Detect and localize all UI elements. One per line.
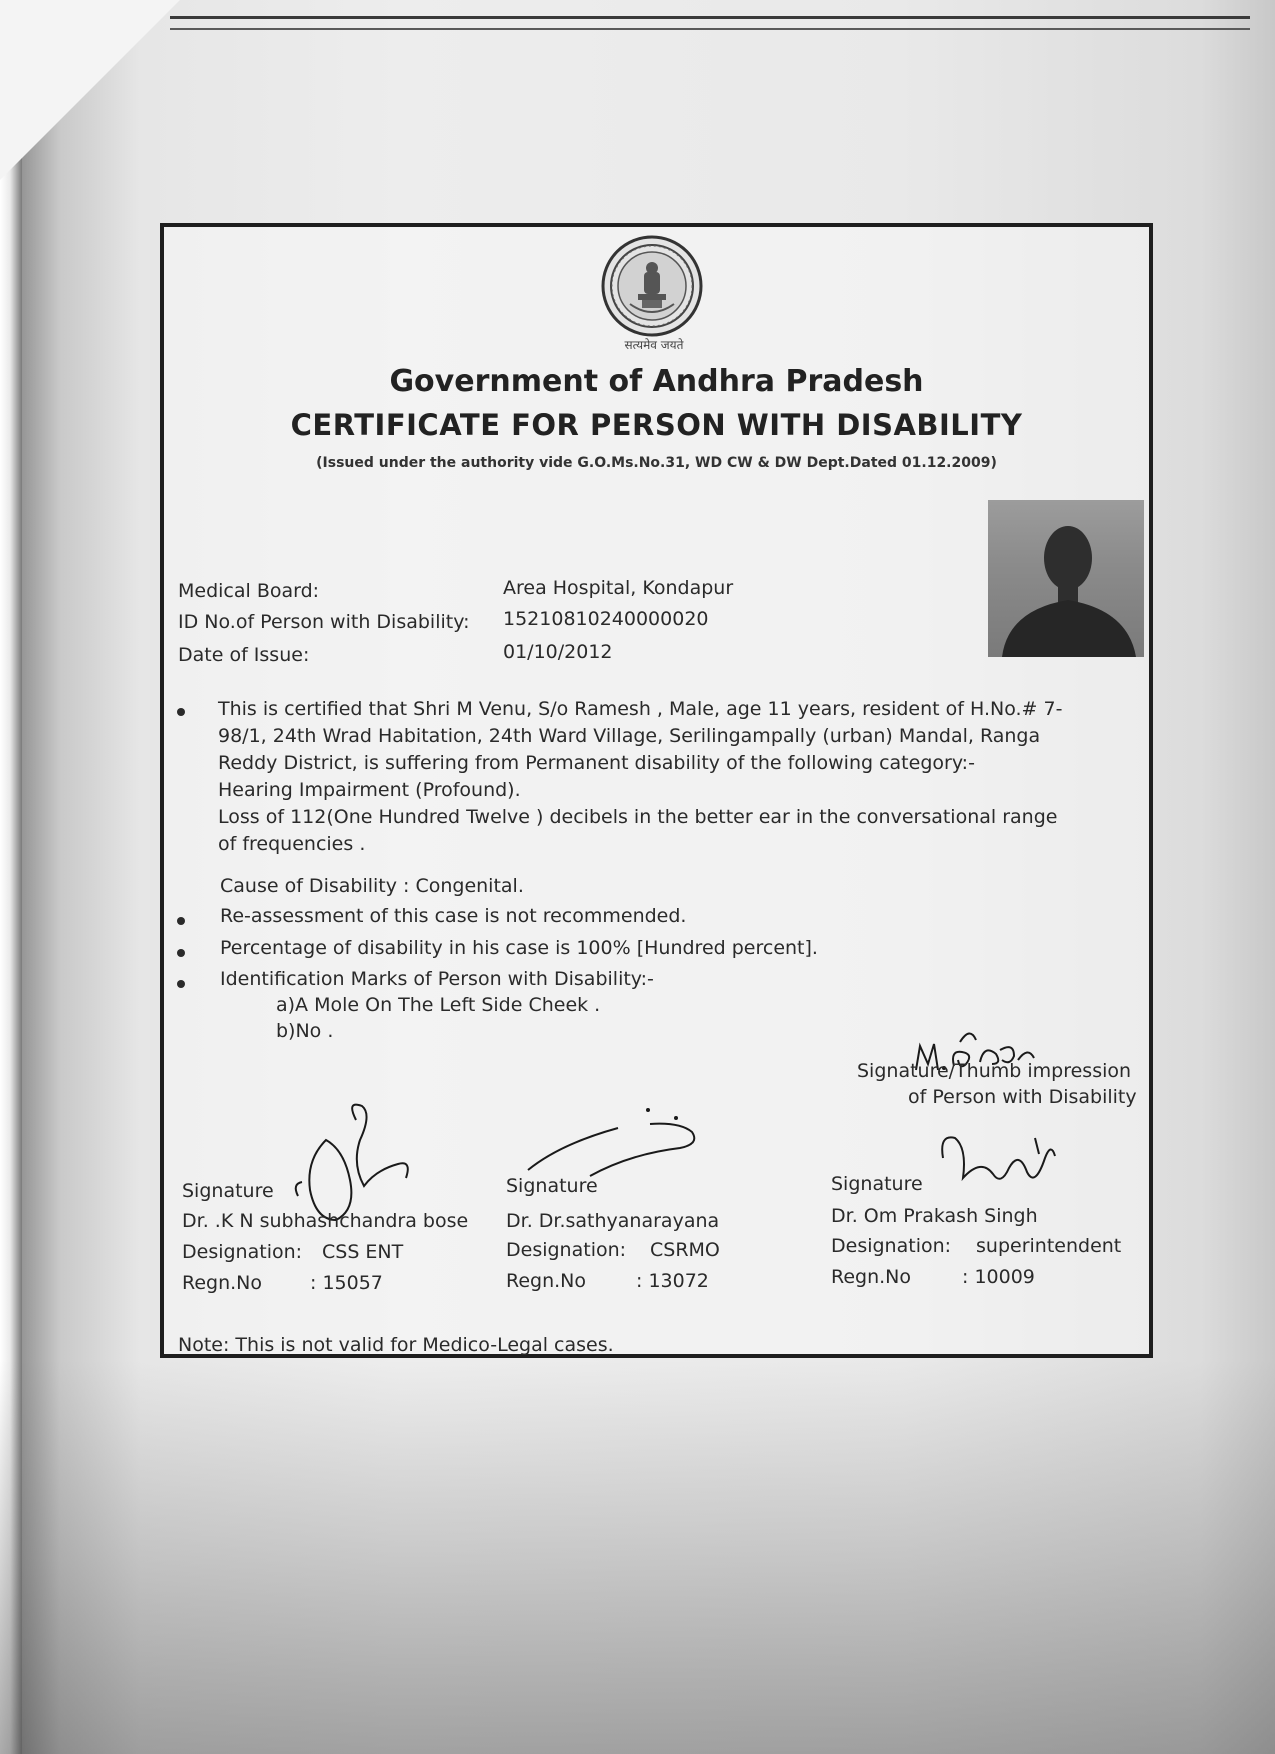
signatory-2-designation-label: Designation: <box>506 1239 627 1261</box>
signatory-3-handwritten-signature <box>935 1128 1065 1208</box>
government-heading: Government of Andhra Pradesh <box>389 364 924 399</box>
identification-heading: Identification Marks of Person with Disability:- <box>220 968 654 990</box>
reassessment-line: Re-assessment of this case is not recommended. <box>220 905 687 927</box>
bullet-identification <box>177 980 185 988</box>
medical-board-value: Area Hospital, Kondapur <box>503 577 734 599</box>
medical-board-label: Medical Board: <box>178 580 320 602</box>
bullet-certification <box>177 708 185 716</box>
certification-line-2: 98/1, 24th Wrad Habitation, 24th Ward Village, Serilingampally (urban) Mandal, Ranga <box>218 725 1041 747</box>
folded-corner <box>0 0 180 180</box>
person-photo <box>988 500 1144 657</box>
signatory-1-designation-label: Designation: <box>182 1241 303 1263</box>
validity-note: Note: This is not valid for Medico-Legal cases. <box>178 1334 614 1356</box>
bullet-reassessment <box>177 917 185 925</box>
authority-line: (Issued under the authority vide G.O.Ms.No.31, WD CW & DW Dept.Dated 01.12.2009) <box>316 455 997 471</box>
certification-line-4: Hearing Impairment (Profound). <box>218 779 521 801</box>
date-of-issue-value: 01/10/2012 <box>503 641 613 663</box>
signatory-2-name: Dr. Dr.sathyanarayana <box>506 1210 720 1232</box>
certification-line-6: of frequencies . <box>218 833 366 855</box>
percentage-line: Percentage of disability in his case is 100% [Hundred percent]. <box>220 937 818 959</box>
date-of-issue-label: Date of Issue: <box>178 644 310 666</box>
certificate-title: CERTIFICATE FOR PERSON WITH DISABILITY <box>290 408 1023 442</box>
state-emblem-icon <box>600 234 704 338</box>
signatory-3-regn-label: Regn.No <box>831 1266 912 1288</box>
signatory-3-regn-number: : 10009 <box>962 1266 1035 1288</box>
certification-line-1: This is certified that Shri M Venu, S/o Ramesh , Male, age 11 years, resident of H.No.# 7- <box>218 698 1063 720</box>
identification-mark-b: b)No . <box>276 1020 334 1042</box>
signatory-3-designation: superintendent <box>976 1235 1122 1257</box>
emblem-motto: सत्यमेव जयते <box>624 338 684 352</box>
signatory-1-signature-label: Signature <box>182 1180 274 1202</box>
scan-bottom-shadow <box>0 1360 1275 1754</box>
person-signature-label-line2: of Person with Disability <box>908 1086 1137 1108</box>
signatory-1-regn-label: Regn.No <box>182 1272 263 1294</box>
signatory-2-designation: CSRMO <box>650 1239 720 1261</box>
cause-of-disability: Cause of Disability : Congenital. <box>220 875 524 897</box>
signatory-3-signature-label: Signature <box>831 1173 923 1195</box>
signatory-2-regn-number: : 13072 <box>636 1270 709 1292</box>
person-photo-silhouette <box>988 500 1144 657</box>
id-number-value: 15210810240000020 <box>503 608 709 630</box>
signatory-2-signature-label: Signature <box>506 1175 598 1197</box>
signatory-3-name: Dr. Om Prakash Singh <box>831 1205 1038 1227</box>
signatory-2-regn-label: Regn.No <box>506 1270 587 1292</box>
signatory-1-name: Dr. .K N subhashchandra bose <box>182 1210 469 1232</box>
certification-line-5: Loss of 112(One Hundred Twelve ) decibels in the better ear in the conversational range <box>218 806 1058 828</box>
signatory-1-regn-number: : 15057 <box>310 1272 383 1294</box>
signatory-1-designation: CSS ENT <box>322 1241 404 1263</box>
signatory-3-designation-label: Designation: <box>831 1235 952 1257</box>
top-rule <box>170 16 1250 19</box>
person-signature-label-line1: Signature/Thumb impression <box>857 1060 1132 1082</box>
certification-line-3: Reddy District, is suffering from Permanent disability of the following category:- <box>218 752 975 774</box>
bullet-percentage <box>177 949 185 957</box>
identification-mark-a: a)A Mole On The Left Side Cheek . <box>276 994 601 1016</box>
id-number-label: ID No.of Person with Disability: <box>178 611 470 633</box>
top-rule-thin <box>170 28 1250 30</box>
